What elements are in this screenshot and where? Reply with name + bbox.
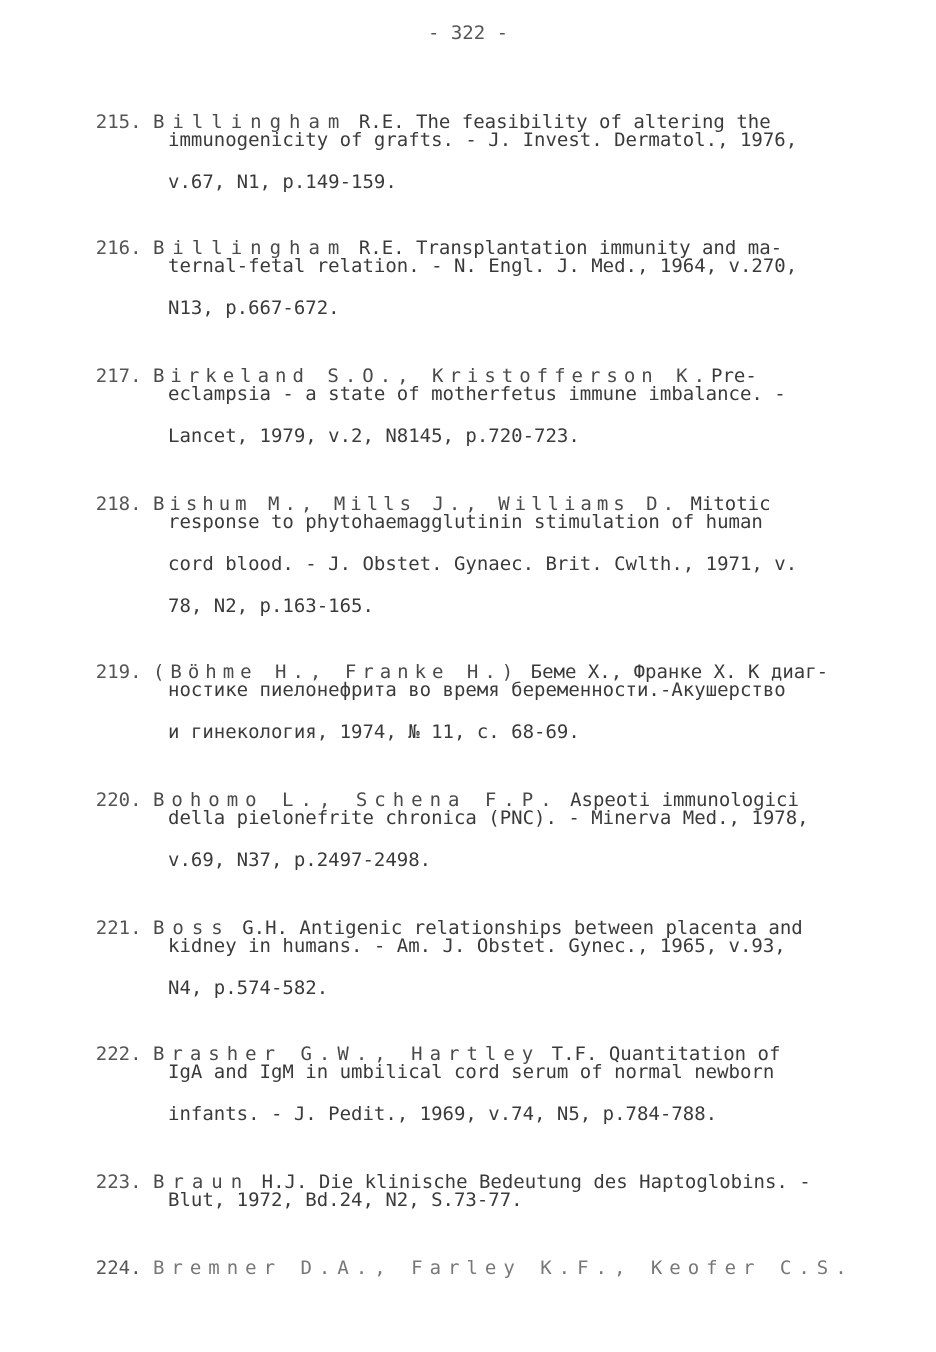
reference-text: infants. - J. Pedit., 1969, v.74, N5, p.784-788. xyxy=(168,1103,718,1125)
reference-text: ternal-fetal relation. - N. Engl. J. Med., 1964, v.270, xyxy=(168,255,798,277)
reference-text: immunogenicity of grafts. - J. Invest. Dermatol., 1976, xyxy=(168,129,798,151)
reference-text: response to phytohaemagglutinin stimulation of human xyxy=(168,511,763,533)
reference-text: v.67, N1, p.149-159. xyxy=(168,171,397,193)
reference-first-line xyxy=(50,1232,854,1304)
reference-number: 215. xyxy=(95,111,142,133)
reference-number: 216. xyxy=(95,237,142,259)
reference-authors: Billingham xyxy=(152,111,348,133)
reference-text: N13, p.667-672. xyxy=(168,297,340,319)
reference-text: Mitotic xyxy=(690,493,771,515)
reference-text: T.F. Quantitation of xyxy=(551,1043,781,1065)
reference-authors: Birkeland S.O., Kristofferson K. xyxy=(152,365,712,387)
reference-authors: Bremner D.A., Farley K.F., Keofer C.S. xyxy=(152,1257,854,1279)
reference-authors: Bohomo L., Schena F.P. xyxy=(152,789,559,811)
reference-text: N4, p.574-582. xyxy=(168,977,329,999)
reference-number: 222. xyxy=(95,1043,142,1065)
reference-authors: Bishum M., Mills J., Williams D. xyxy=(152,493,680,515)
page-number: - 322 - xyxy=(427,22,509,44)
reference-text: R.E. Transplantation immunity and ma- xyxy=(358,237,783,259)
reference-text: kidney in humans. - Am. J. Obstet. Gynec., 1965, v.93, xyxy=(168,935,786,957)
reference-text: cord blood. - J. Obstet. Gynaec. Brit. Cwlth., 1971, v. xyxy=(168,553,798,575)
reference-number: 219. xyxy=(95,661,142,683)
reference-text: и гинекология, 1974, № 11, с. 68-69. xyxy=(168,721,580,743)
reference-text: Aspeoti immunologici xyxy=(570,789,799,811)
reference-authors: Braun xyxy=(152,1171,251,1193)
reference-text: ностике пиелонефрита во время беременности.-Акушерство xyxy=(168,679,786,701)
reference-authors: Billingham xyxy=(152,237,348,259)
reference-text: 78, N2, p.163-165. xyxy=(168,595,374,617)
reference-text: Pre- xyxy=(711,365,757,387)
reference-number: 224. xyxy=(95,1257,142,1279)
reference-text: G.H. Antigenic relationships between placenta and xyxy=(242,917,803,939)
reference-number: 221. xyxy=(95,917,142,939)
reference-number: 217. xyxy=(95,365,142,387)
reference-number: 220. xyxy=(95,789,142,811)
reference-text: della pielonefrite chronica (PNC). - Minerva Med., 1978, xyxy=(168,807,809,829)
reference-text: R.E. The feasibility of altering the xyxy=(358,111,771,133)
reference-text: eclampsia - a state of motherfetus immune imbalance. - xyxy=(168,383,786,405)
reference-number: 218. xyxy=(95,493,142,515)
reference-authors: Boss xyxy=(152,917,231,939)
reference-authors: (Böhme H., Franke H.) xyxy=(152,661,520,683)
reference-number: 223. xyxy=(95,1171,142,1193)
reference-authors: Brasher G.W., Hartley xyxy=(152,1043,541,1065)
reference-text: Blut, 1972, Bd.24, N2, S.73-77. xyxy=(168,1189,523,1211)
reference-text: Беме Х., Франке Х. К диаг- xyxy=(530,661,829,683)
reference-text: IgA and IgM in umbilical cord serum of normal newborn xyxy=(168,1061,775,1083)
reference-text: Lancet, 1979, v.2, N8145, p.720-723. xyxy=(168,425,580,447)
reference-text: v.69, N37, p.2497-2498. xyxy=(168,849,432,871)
reference-text: H.J. Die klinische Bedeutung des Haptoglobins. - xyxy=(261,1171,811,1193)
